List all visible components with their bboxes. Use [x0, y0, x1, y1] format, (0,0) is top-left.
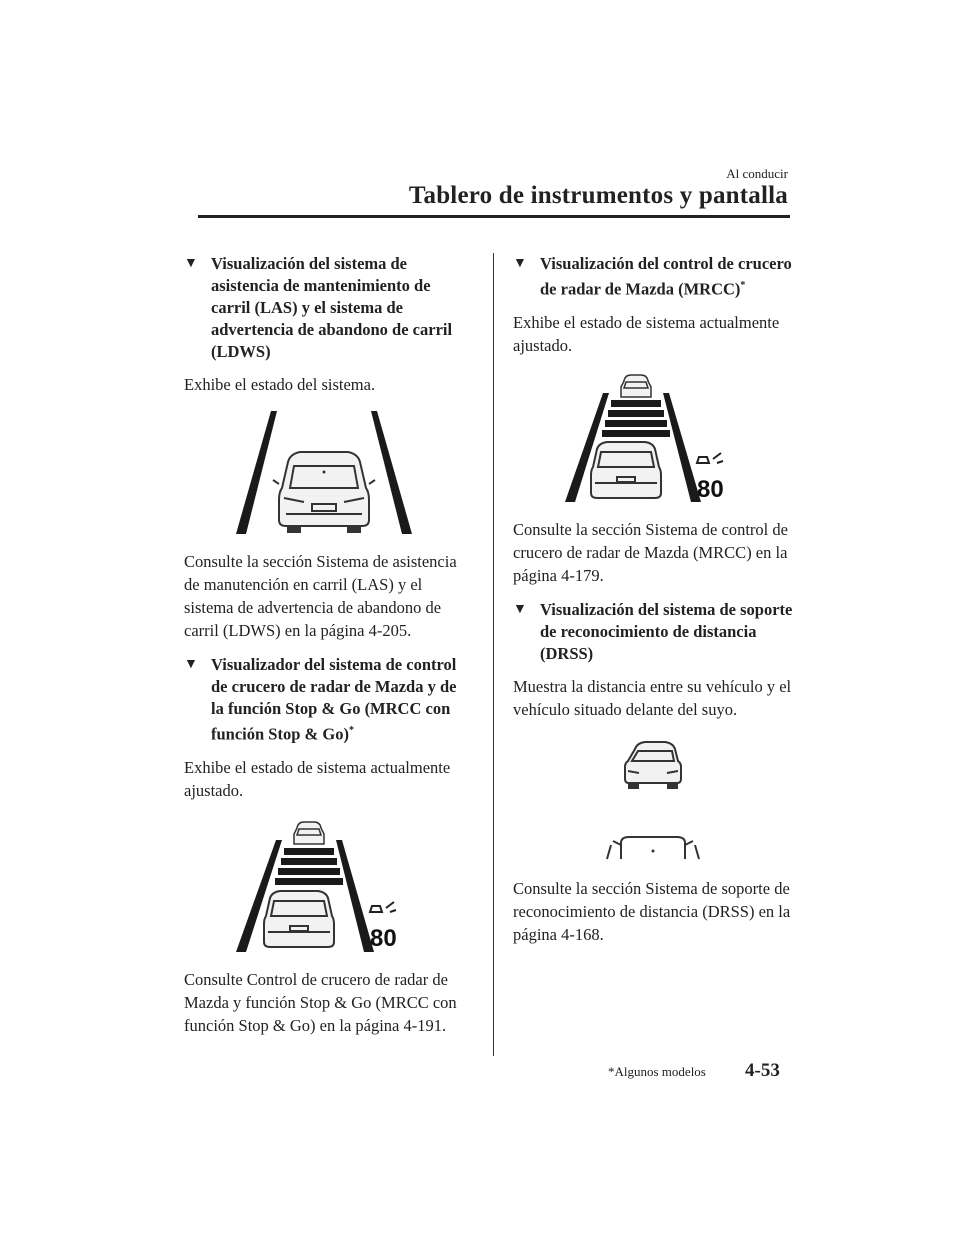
heading-mrcc-stop-go — [184, 654, 464, 746]
heading-text: Visualizador del sistema de control de crucero de radar de Mazda y de la función Stop & Go (MRCC con función Stop & Go) — [211, 655, 457, 744]
footnote: *Algunos modelos — [608, 1064, 706, 1079]
car-rear-icon — [591, 442, 661, 498]
drss-display-image — [553, 733, 753, 863]
triangle-icon: ▼ — [513, 256, 527, 271]
heading-las-ldws — [184, 253, 464, 363]
column-divider — [493, 253, 494, 1056]
page-number: 4-53 — [745, 1060, 780, 1081]
own-car-icon — [607, 837, 699, 859]
set-speed-text: 80 — [370, 924, 397, 952]
mrcc-display-image — [553, 369, 753, 504]
triangle-icon: ▼ — [513, 601, 527, 617]
page-title: Tablero de instrumentos y pantalla — [408, 182, 788, 209]
set-speed-text: 80 — [697, 475, 724, 503]
right-column — [513, 253, 793, 958]
left-column — [184, 253, 464, 1049]
car-rear-icon — [264, 891, 334, 947]
section-label: Al conducir — [726, 166, 788, 181]
header-rule — [198, 215, 790, 218]
mrcc-stop-go-display-image — [224, 814, 424, 954]
paragraph: Consulte la sección Sistema de asistencia de manutención en carril (LAS) y el sistema de advertencia de abandono de carril (LDWS) en la página 4-205. — [184, 552, 457, 640]
lead-car-icon — [625, 742, 681, 788]
heading-mrcc — [513, 253, 793, 301]
paragraph: Muestra la distancia entre su vehículo y el vehículo situado delante del suyo. — [513, 676, 792, 719]
triangle-icon: ▼ — [184, 657, 198, 672]
lead-car-icon — [294, 822, 324, 844]
paragraph: Exhibe el estado de sistema actualmente ajustado. — [513, 312, 780, 355]
mrcc-indicator-icon — [697, 453, 723, 463]
las-ldws-display-image — [224, 408, 424, 536]
footnote-marker: * — [348, 725, 354, 736]
paragraph: Consulte la sección Sistema de soporte de reconocimiento de distancia (DRSS) en la página 4-168. — [513, 878, 791, 944]
triangle-icon: ▼ — [184, 256, 198, 271]
heading-text: Visualización del control de crucero de radar de Mazda (MRCC) — [540, 254, 792, 299]
paragraph: Exhibe el estado del sistema. — [184, 375, 376, 394]
car-rear-icon — [273, 452, 375, 532]
heading-text: Visualización del sistema de asistencia de mantenimiento de carril (LAS) y el sistema de advertencia de abandono de carril (LDWS) — [211, 254, 453, 361]
paragraph: Exhibe el estado de sistema actualmente ajustado. — [184, 757, 451, 800]
heading-drss — [513, 599, 793, 665]
lead-car-icon — [621, 375, 651, 397]
footnote-marker: * — [740, 280, 746, 291]
paragraph: Consulte Control de crucero de radar de Mazda y función Stop & Go (MRCC con función Stop & Go) en la página 4-191. — [184, 969, 457, 1035]
paragraph: Consulte la sección Sistema de control de crucero de radar de Mazda (MRCC) en la página 4-179. — [513, 519, 788, 585]
mrcc-indicator-icon — [370, 902, 396, 912]
heading-text: Visualización del sistema de soporte de reconocimiento de distancia (DRSS) — [540, 599, 793, 663]
